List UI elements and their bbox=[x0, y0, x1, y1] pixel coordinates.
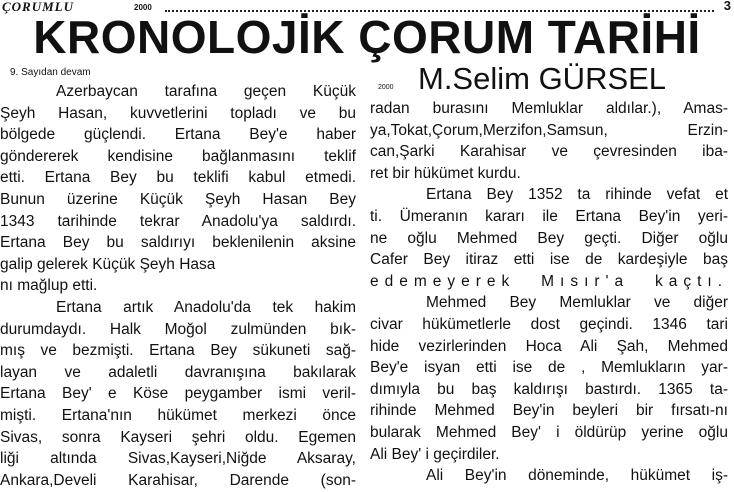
text-line: Ali Bey'in döneminde, hükümet iş- bbox=[426, 467, 728, 485]
text-line: civar hükümetlerle dost geçindi. 1346 tari bbox=[370, 315, 728, 333]
text-line: rihinde Mehmed Bey'in beyleri bir fırsatı-nı bbox=[370, 402, 728, 420]
text-line: Ertana Bey 1352 ta rihinde vefat et bbox=[426, 186, 728, 204]
text-line: etti. Ertana Bey bu teklifi kabul etmedi. bbox=[0, 169, 356, 187]
text-line: liği altında Sivas,Kayseri,Niğde Aksaray, bbox=[0, 450, 356, 468]
text-line: mişti. Ertana'nın hükümet merkezi önce bbox=[0, 406, 356, 424]
header-date: 2000 bbox=[134, 3, 152, 12]
text-line: 1343 tarihinde tekrar Anadolu'ya saldırdı. bbox=[0, 212, 356, 230]
text-line: Mehmed Bey Memluklar ve diğer bbox=[426, 294, 728, 312]
newspaper-logo: ÇORUMLU bbox=[2, 0, 75, 14]
text-line: Bey'e isyan etti ise de , Memlukların yar- bbox=[370, 359, 728, 377]
text-line: durumdaydı. Halk Moğol zulmünden bık- bbox=[0, 320, 356, 338]
author-name: M.Selim GÜRSEL bbox=[418, 61, 667, 96]
text-line: ne oğlu Mehmed Bey geçti. Diğer oğlu bbox=[370, 229, 728, 247]
text-line: Ankara,Develi Karahisar, Darende (son- bbox=[0, 471, 356, 489]
article-title: KRONOLOJİK ÇORUM TARİHİ bbox=[33, 11, 701, 63]
text-line: Şeyh Hasan, kuvvetlerini topladı ve bu bbox=[0, 104, 356, 122]
text-line: bularak Mehmed Bey' i öldürüp yerine oğlu bbox=[370, 423, 728, 441]
text-line: Cafer Bey itiraz etti ise de kardeşiyle baş bbox=[370, 251, 728, 269]
text-line: mış ve bezmişti. Ertana Bey sükuneti sağ- bbox=[0, 342, 356, 360]
text-line: ti. Ümeranın kararı ile Ertana Bey'in yeri- bbox=[370, 207, 728, 225]
text-line: göndererek kendisine bağlanmasını teklif bbox=[0, 147, 356, 165]
text-line: ret bir hükümet kurdu. bbox=[370, 164, 521, 182]
left-text-column bbox=[0, 81, 356, 491]
text-line: nı mağlup etti. bbox=[0, 277, 98, 295]
text-line: dımıyla bu baş kaldırışı bastırdı. 1365 ta- bbox=[370, 380, 728, 398]
text-line: Bunun üzerine Küçük Şeyh Hasan Bey bbox=[0, 190, 356, 208]
column-date: 2000 bbox=[378, 84, 394, 91]
text-line: ya,Tokat,Çorum,Merzifon,Samsun, Erzin- bbox=[370, 121, 728, 139]
text-line: hide vezirlerinden Hoca Ali Şah, Mehmed bbox=[370, 337, 728, 355]
text-line: Ertana Bey bu saldırıyı beklenilenin aksine bbox=[0, 234, 356, 252]
text-line: layan ve adaletli davranışına bakılarak bbox=[0, 363, 356, 381]
text-line: Ertana artık Anadolu'da tek hakim bbox=[56, 298, 356, 316]
text-line: Ali Bey' i geçirdiler. bbox=[370, 445, 500, 463]
text-line: Sivas, sonra Kayseri şehri oldu. Egemen bbox=[0, 428, 356, 446]
text-line: edemeyerek Mısır'a kaçtı. bbox=[370, 272, 728, 290]
text-line: Azerbaycan tarafına geçen Küçük bbox=[56, 83, 356, 100]
text-line: bölgede güçlendi. Ertana Bey'e haber bbox=[0, 126, 356, 144]
text-line: radan burasını Memluklar aldılar.), Amas- bbox=[370, 100, 728, 117]
series-note: 9. Sayıdan devam bbox=[10, 67, 91, 78]
right-text-column bbox=[370, 98, 728, 487]
text-line: can,Şarki Karahisar ve çevresinden iba- bbox=[370, 143, 728, 161]
page-number: 3 bbox=[723, 0, 731, 13]
text-line: galip gelerek Küçük Şeyh Hasa bbox=[0, 255, 216, 273]
text-line: Ertana Bey' e Köse peygamber ismi veril- bbox=[0, 385, 356, 403]
